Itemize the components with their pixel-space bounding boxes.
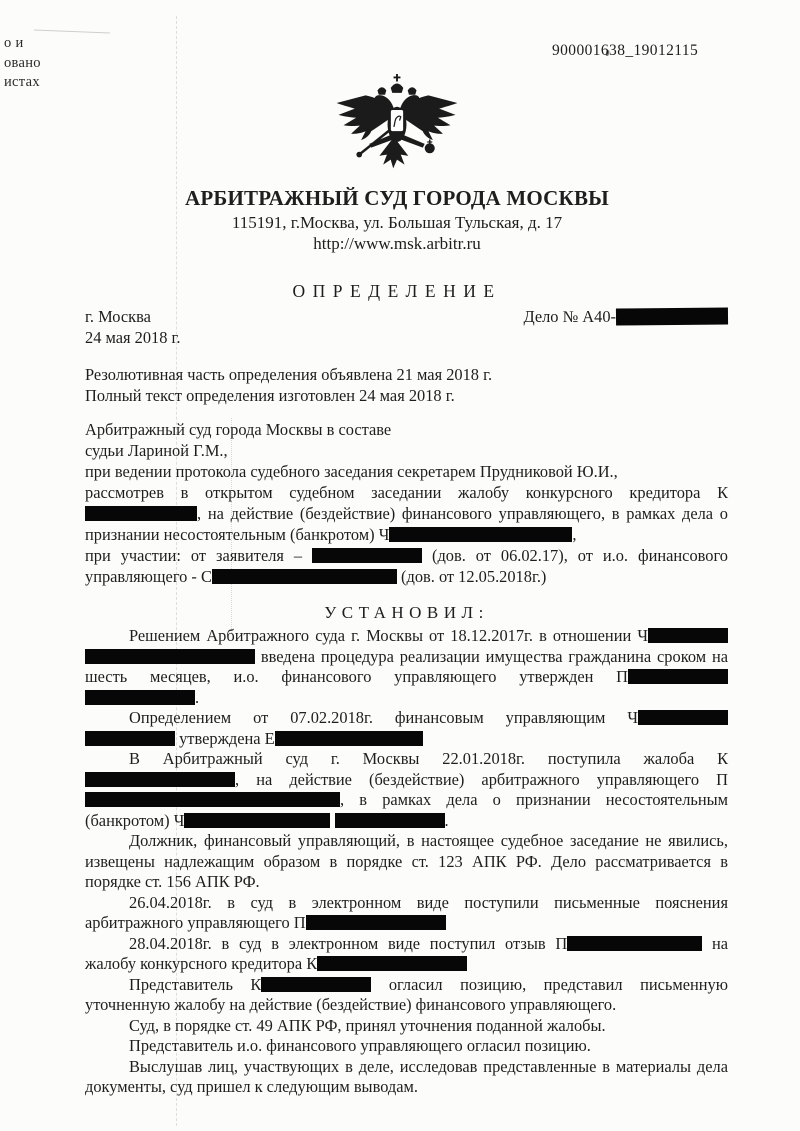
redaction-bar bbox=[275, 731, 423, 746]
redaction-bar bbox=[317, 956, 467, 971]
text-segment: , на действие (бездействие) арбитражного управляющего П bbox=[235, 769, 728, 789]
redaction-bar bbox=[638, 710, 728, 725]
text-segment: рассмотрев в открытом судебном заседании жалобу конкурсного кредитора К bbox=[85, 483, 728, 502]
attendees-paragraph bbox=[85, 545, 728, 587]
text-segment: Представитель К bbox=[129, 974, 262, 994]
text-segment: утверждена Е bbox=[175, 728, 275, 748]
text-segment: , bbox=[572, 525, 577, 544]
redaction-bar bbox=[389, 527, 572, 542]
redaction-bar bbox=[85, 731, 175, 746]
redaction-bar bbox=[261, 977, 371, 992]
ruling-paragraph-8: Суд, в порядке ст. 49 АПК РФ, принял уточнения поданной жалобы. bbox=[129, 1015, 606, 1035]
redaction-bar bbox=[85, 690, 195, 705]
text-segment: (дов. от 06.02.17), от и.о. финансового управляющего - С bbox=[85, 546, 728, 586]
ruling-paragraph-10: Выслушав лиц, участвующих в деле, исследовав представленные в материалы дела документы, суд пришел к следующим выводам. bbox=[85, 1056, 728, 1096]
redaction-bar bbox=[85, 792, 340, 807]
text-segment: . bbox=[444, 810, 449, 830]
secretary-line: при ведении протокола судебного заседания секретарем Прудниковой Ю.И., bbox=[85, 462, 618, 481]
court-composition-line: Арбитражный суд города Москвы в составе bbox=[85, 420, 392, 439]
redaction-bar bbox=[335, 813, 445, 828]
redaction-bar bbox=[567, 936, 702, 951]
document-body bbox=[85, 306, 728, 1098]
ruling-paragraph-1 bbox=[85, 626, 728, 708]
court-address: 115191, г.Москва, ул. Большая Тульская, д. 17 bbox=[231, 213, 563, 232]
ruling-paragraph-3 bbox=[85, 749, 728, 831]
case-number bbox=[523, 306, 728, 327]
ruling-paragraph-4: Должник, финансовый управляющий, в настоящее судебное заседание не явились, извещены надлежащим образом в порядке ст. 123 АПК РФ. Дело рассматривается в порядке ст. 156 АПК РФ. bbox=[85, 831, 728, 891]
case-info-row bbox=[85, 306, 728, 327]
text-segment: (дов. от 12.05.2018г.) bbox=[396, 567, 547, 586]
stamp-fragment-line: о и bbox=[4, 35, 24, 51]
text-segment: 28.04.2018г. в суд в электронном виде поступил отзыв П bbox=[129, 933, 568, 953]
redaction-bar bbox=[184, 813, 330, 828]
redaction-bar bbox=[648, 628, 728, 643]
stamp-fragment-line: овано bbox=[4, 54, 41, 71]
resolutive-announced-line: Резолютивная часть определения объявлена 21 мая 2018 г. bbox=[85, 365, 493, 384]
court-website: http://www.msk.arbitr.ru bbox=[313, 234, 481, 253]
judge-line: судьи Лариной Г.М., bbox=[85, 441, 228, 460]
city-label: г. Москва bbox=[85, 307, 151, 326]
ruling-paragraph-5 bbox=[85, 893, 728, 934]
redaction-bar bbox=[212, 569, 397, 584]
ruling-paragraph-7 bbox=[85, 975, 728, 1016]
text-segment: при участии: от заявителя – bbox=[85, 546, 313, 565]
court-name: АРБИТРАЖНЫЙ СУД ГОРОДА МОСКВЫ bbox=[185, 186, 609, 210]
text-segment: на жалобу конкурсного кредитора К bbox=[85, 933, 728, 973]
text-segment: огласил позицию, представил письменную уточненную жалобу на действие (бездействие) финансового управляющего. bbox=[85, 974, 728, 1014]
redaction-bar bbox=[306, 915, 446, 930]
document-registration-number: 900001638_19012115 bbox=[552, 42, 699, 59]
fulltext-made-line: Полный текст определения изготовлен 24 мая 2018 г. bbox=[85, 386, 455, 405]
reviewed-paragraph bbox=[85, 482, 728, 545]
stamp-edge-artifact bbox=[34, 30, 110, 34]
case-number-label: Дело № А40- bbox=[523, 307, 616, 326]
text-segment: , на действие (бездействие) финансового управляющего, в рамках дела о признании несостоятельным (банкротом) Ч bbox=[85, 504, 728, 544]
redaction-bar bbox=[616, 308, 728, 326]
text-segment: . bbox=[195, 687, 200, 707]
text-segment: , в рамках дела о признании несостоятельным (банкротом) Ч bbox=[85, 790, 728, 830]
redaction-bar bbox=[312, 548, 422, 563]
text-segment: Определением от 07.02.2018г. финансовым управляющим Ч bbox=[129, 708, 638, 727]
cropped-stamp-fragment bbox=[4, 34, 41, 93]
redaction-bar bbox=[85, 506, 197, 521]
decision-date: 24 мая 2018 г. bbox=[85, 328, 181, 347]
document-type-heading: ОПРЕДЕЛЕНИЕ bbox=[292, 281, 502, 301]
ruling-paragraph-6 bbox=[85, 934, 728, 975]
ustanovil-heading: УСТАНОВИЛ: bbox=[324, 603, 489, 622]
text-segment: 26.04.2018г. в суд в электронном виде поступили письменные пояснения арбитражного управляющего П bbox=[85, 892, 728, 932]
ruling-paragraph-2 bbox=[85, 708, 728, 749]
redaction-bar bbox=[85, 649, 255, 664]
redaction-bar bbox=[85, 772, 235, 787]
text-segment: введена процедура реализации имущества гражданина сроком на шесть месяцев, и.о. финансового управляющего утвержден П bbox=[85, 646, 728, 686]
russia-coat-of-arms-icon bbox=[334, 74, 460, 181]
stamp-fragment-line: истах bbox=[4, 74, 40, 90]
redaction-bar bbox=[628, 669, 728, 684]
ruling-paragraph-9: Представитель и.о. финансового управляющего огласил позицию. bbox=[129, 1036, 591, 1055]
letterhead bbox=[72, 74, 722, 302]
text-segment: В Арбитражный суд г. Москвы 22.01.2018г. поступила жалоба К bbox=[129, 749, 728, 768]
text-segment: Решением Арбитражного суда г. Москвы от 18.12.2017г. в отношении Ч bbox=[129, 626, 648, 645]
